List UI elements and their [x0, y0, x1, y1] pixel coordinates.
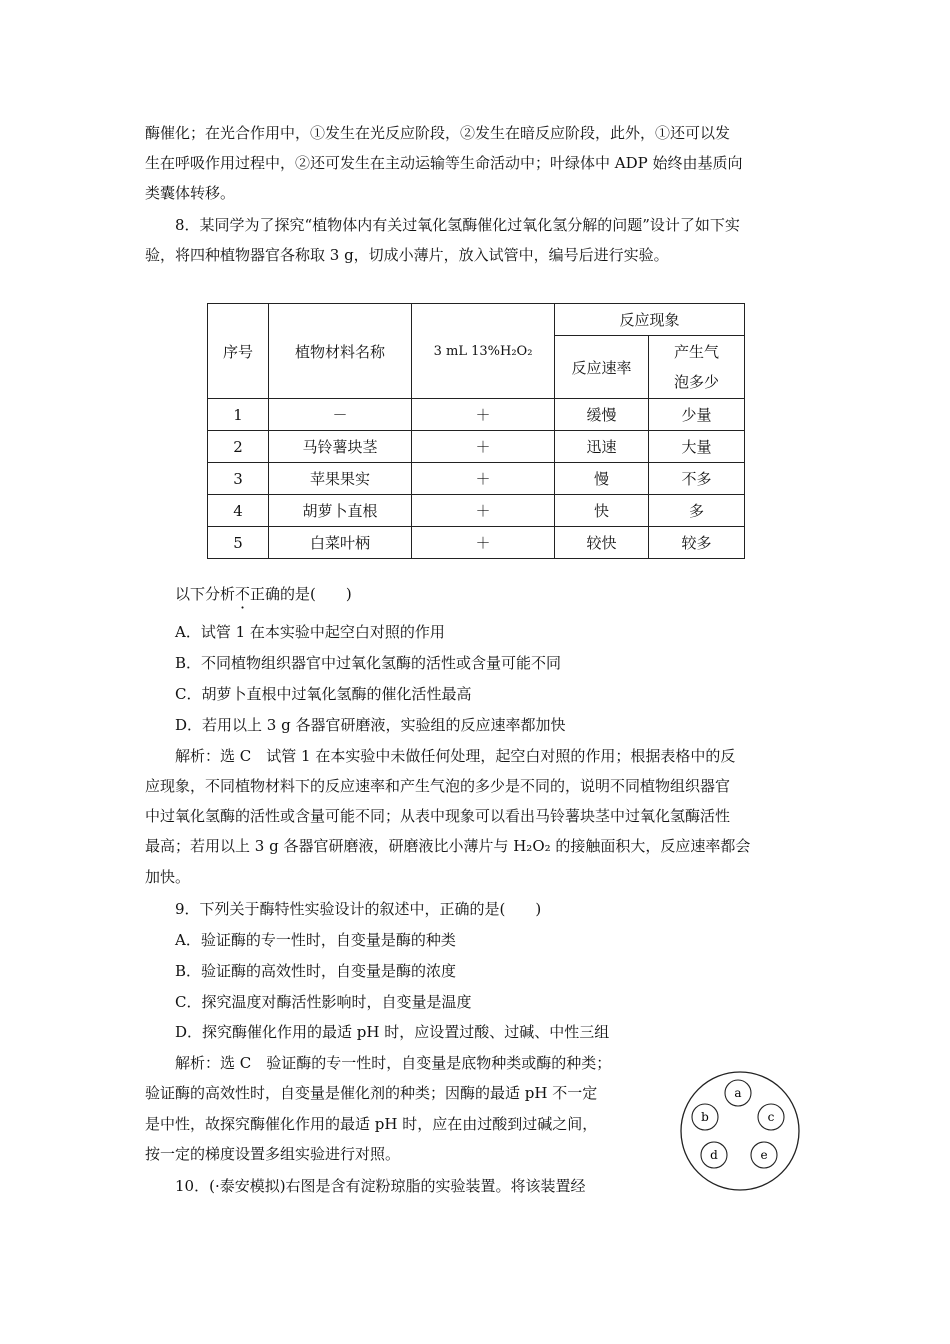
header-seq: 序号 [208, 304, 269, 399]
question-10-stem: 10．(·泰安模拟)右图是含有淀粉琼脂的实验装置。将该装置经 [175, 1177, 586, 1195]
cell-bubbles: 多 [649, 495, 745, 527]
agar-plate-figure [678, 1069, 802, 1193]
option-c: C．探究温度对酶活性影响时，自变量是温度 [175, 993, 472, 1011]
question-8-stem: 验，将四种植物器官各称取 3 g，切成小薄片，放入试管中，编号后进行实验。 [145, 246, 669, 264]
cell-h2o2: ＋ [412, 399, 555, 431]
header-reaction: 反应现象 [555, 304, 745, 336]
label-b: b [701, 1110, 709, 1124]
label-c: c [767, 1110, 775, 1124]
emphasis-mark: 不 [235, 585, 251, 603]
cell-seq: 2 [208, 431, 269, 463]
cell-material: － [269, 399, 412, 431]
question-8-prompt: 以下分析不正确的是( ) [175, 585, 352, 603]
label-e: e [760, 1148, 768, 1162]
analysis-line: 中过氧化氢酶的活性或含量可能不同；从表中现象可以看出马铃薯块茎中过氧化氢酶活性 [145, 807, 731, 825]
header-h2o2: 3 mL 13%H₂O₂ [412, 304, 555, 399]
cell-h2o2: ＋ [412, 495, 555, 527]
option-c: C．胡萝卜直根中过氧化氢酶的催化活性最高 [175, 685, 472, 703]
cell-bubbles: 少量 [649, 399, 745, 431]
experiment-table [207, 303, 745, 559]
cell-bubbles: 较多 [649, 527, 745, 559]
spot-c [758, 1104, 784, 1130]
cell-rate: 快 [555, 495, 649, 527]
cell-h2o2: ＋ [412, 431, 555, 463]
cell-seq: 4 [208, 495, 269, 527]
cell-material: 胡萝卜直根 [269, 495, 412, 527]
text-line: 生在呼吸作用过程中，②还可发生在主动运输等生命活动中；叶绿体中 ADP 始终由基质向 [145, 154, 743, 172]
option-d: D．若用以上 3 g 各器官研磨液，实验组的反应速率都加快 [175, 716, 566, 734]
analysis-line: 验证酶的高效性时，自变量是催化剂的种类；因酶的最适 pH 不一定 [145, 1084, 598, 1102]
option-b: B．验证酶的高效性时，自变量是酶的浓度 [175, 962, 457, 980]
analysis-line: 应现象，不同植物材料下的反应速率和产生气泡的多少是不同的，说明不同植物组织器官 [145, 777, 731, 795]
header-bubbles: 产生气泡多少 [649, 336, 745, 399]
table-row [208, 495, 745, 527]
option-a: A．试管 1 在本实验中起空白对照的作用 [175, 623, 445, 641]
table-row [208, 399, 745, 431]
spot-a [725, 1080, 751, 1106]
text-line: 类囊体转移。 [145, 184, 236, 202]
analysis-line: 加快。 [145, 868, 191, 886]
cell-rate: 缓慢 [555, 399, 649, 431]
cell-seq: 3 [208, 463, 269, 495]
table-row [208, 463, 745, 495]
cell-bubbles: 大量 [649, 431, 745, 463]
question-9-stem: 9．下列关于酶特性实验设计的叙述中，正确的是( ) [175, 900, 542, 918]
cell-h2o2: ＋ [412, 527, 555, 559]
analysis-line: 解析：选 C 试管 1 在本实验中未做任何处理，起空白对照的作用；根据表格中的反 [175, 747, 736, 765]
analysis-line: 最高；若用以上 3 g 各器官研磨液，研磨液比小薄片与 H₂O₂ 的接触面积大，反应速率都会 [145, 837, 751, 855]
text-line: 酶催化；在光合作用中，①发生在光反应阶段，②发生在暗反应阶段，此外，①还可以发 [145, 124, 731, 142]
cell-rate: 迅速 [555, 431, 649, 463]
cell-material: 白菜叶柄 [269, 527, 412, 559]
label-d: d [710, 1148, 718, 1162]
analysis-line: 是中性，故探究酶催化作用的最适 pH 时，应在由过酸到过碱之间， [145, 1115, 598, 1133]
option-b: B．不同植物组织器官中过氧化氢酶的活性或含量可能不同 [175, 654, 562, 672]
analysis-line: 按一定的梯度设置多组实验进行对照。 [145, 1145, 401, 1163]
header-material: 植物材料名称 [269, 304, 412, 399]
analysis-line: 解析：选 C 验证酶的专一性时，自变量是底物种类或酶的种类； [175, 1054, 612, 1072]
question-8-stem: 8．某同学为了探究“植物体内有关过氧化氢酶催化过氧化氢分解的问题”设计了如下实 [175, 216, 740, 234]
table-row [208, 431, 745, 463]
header-rate: 反应速率 [555, 336, 649, 399]
spot-b [692, 1104, 718, 1130]
cell-seq: 1 [208, 399, 269, 431]
label-a: a [734, 1086, 742, 1100]
cell-rate: 较快 [555, 527, 649, 559]
spot-d [701, 1142, 727, 1168]
cell-bubbles: 不多 [649, 463, 745, 495]
option-d: D．探究酶催化作用的最适 pH 时，应设置过酸、过碱、中性三组 [175, 1023, 610, 1041]
cell-material: 苹果果实 [269, 463, 412, 495]
cell-seq: 5 [208, 527, 269, 559]
table-row [208, 527, 745, 559]
option-a: A．验证酶的专一性时，自变量是酶的种类 [175, 931, 456, 949]
cell-h2o2: ＋ [412, 463, 555, 495]
spot-e [751, 1142, 777, 1168]
cell-material: 马铃薯块茎 [269, 431, 412, 463]
cell-rate: 慢 [555, 463, 649, 495]
